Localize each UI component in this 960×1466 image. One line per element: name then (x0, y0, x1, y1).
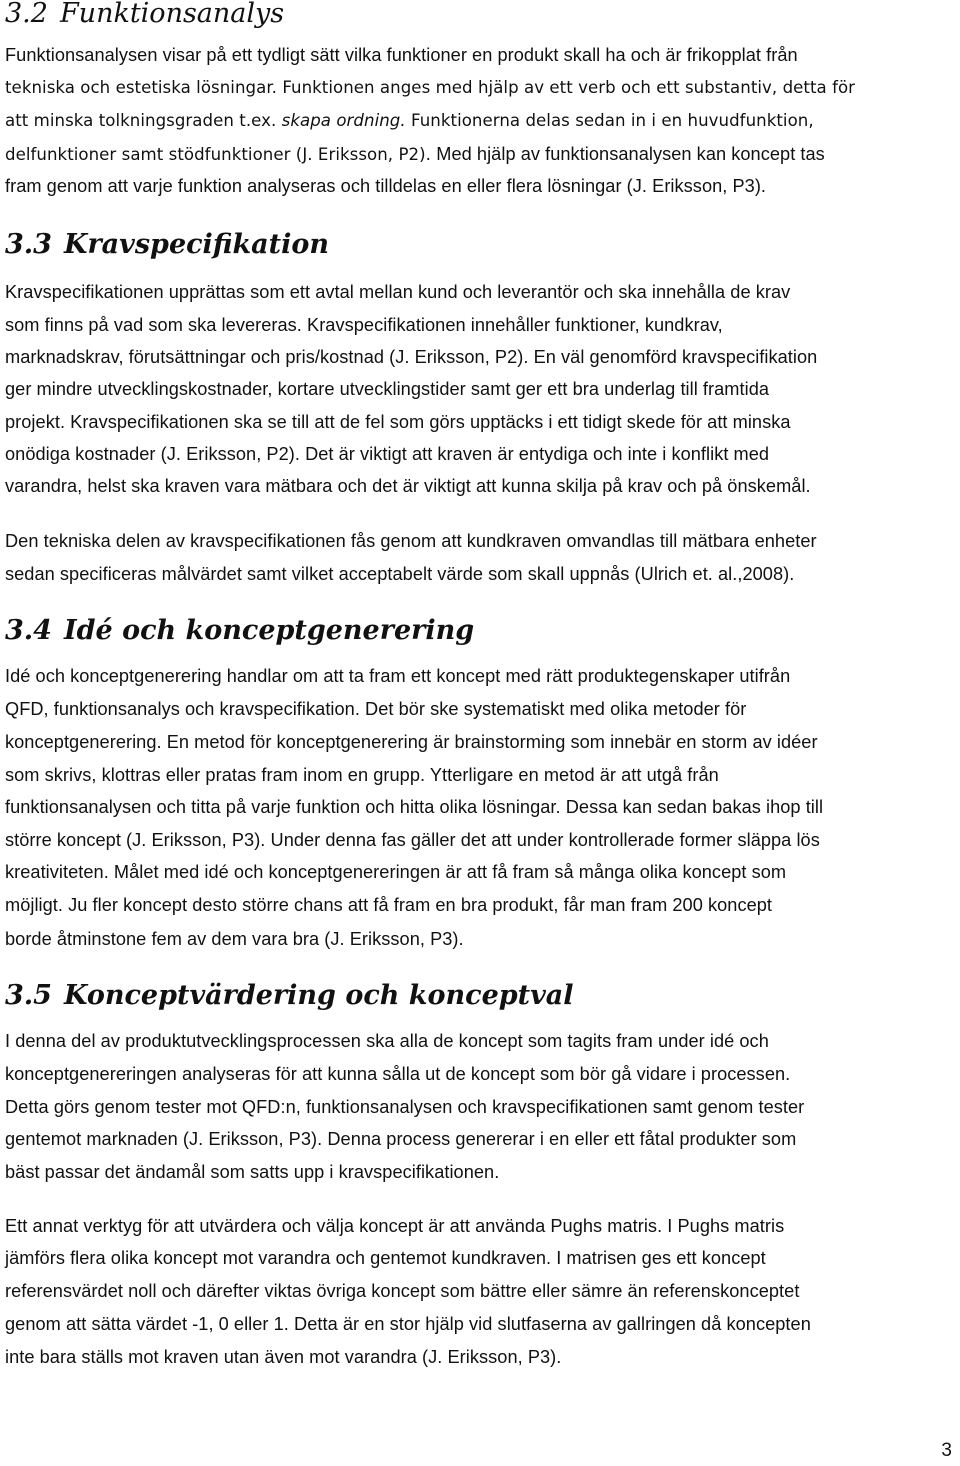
paragraph-line: möjligt. Ju fler koncept desto större chans att få fram en bra produkt, får man fram 200 koncept (5, 895, 773, 915)
section-title: Konceptvärdering och konceptval (63, 980, 574, 1011)
paragraph-line: varandra, helst ska kraven vara mätbara och det är viktigt att kunna skilja på krav och på önskemål. (5, 476, 811, 496)
paragraph-line: marknadskrav, förutsättningar och pris/kostnad (J. Eriksson, P2). En väl genomförd kravspecifikation (5, 347, 818, 367)
paragraph-line: funktionsanalysen och titta på varje funktion och hitta olika lösningar. Dessa kan sedan bakas ihop till (5, 797, 824, 817)
paragraph-line: referensvärdet noll och därefter viktas övriga koncept som bättre eller sämre än referenskonceptet (5, 1281, 800, 1301)
paragraph-line (5, 110, 814, 132)
paragraph-line: fram genom att varje funktion analyseras och tilldelas en eller flera lösningar (J. Eriksson, P3). (5, 176, 767, 196)
section-title: Idé och konceptgenerering (63, 615, 475, 646)
paragraph-line: inte bara ställs mot kraven utan även mot varandra (J. Eriksson, P3). (5, 1347, 562, 1367)
section-heading-3-5 (5, 980, 574, 1011)
paragraph-line: som skrivs, klottras eller pratas fram inom en grupp. Ytterligare en metod är att utgå från (5, 765, 719, 785)
paragraph-line: borde åtminstone fem av dem vara bra (J. Eriksson, P3). (5, 929, 464, 949)
paragraph-line: Ett annat verktyg för att utvärdera och välja koncept är att använda Pughs matris. I Pughs matris (5, 1216, 785, 1236)
section-heading-3-4 (5, 615, 474, 646)
text-run: Med hjälp av funktionsanalysen kan koncept tas (436, 144, 825, 164)
paragraph-line: konceptgenerering. En metod för konceptgenerering är brainstorming som innebär en storm av idéer (5, 732, 818, 752)
section-heading-3-3 (5, 229, 329, 260)
section-number: 3.5 (5, 980, 52, 1011)
paragraph-line: gentemot marknaden (J. Eriksson, P3). Denna process genererar i en eller ett fåtal produkter som (5, 1129, 797, 1149)
paragraph-line: sedan specificeras målvärdet samt vilket acceptabelt värde som skall uppnås (Ulrich et. al.,2008). (5, 564, 795, 584)
text-run: Funktionerna delas sedan in i en huvudfunktion, (411, 111, 814, 130)
section-heading-3-2 (5, 0, 284, 29)
paragraph-line: som finns på vad som ska levereras. Kravspecifikationen innehåller funktioner, kundkrav, (5, 315, 723, 335)
paragraph-line: Funktionsanalysen visar på ett tydligt sätt vilka funktioner en produkt skall ha och är frikopplat från (5, 45, 798, 65)
page-number: 3 (941, 1440, 952, 1461)
text-run: delfunktioner samt stödfunktioner (J. Eriksson, P2). (5, 145, 431, 164)
section-number: 3.3 (5, 229, 52, 260)
paragraph-line: projekt. Kravspecifikationen ska se till att de fel som görs upptäcks i ett tidigt skede för att minska (5, 412, 791, 432)
section-number: 3.2 (5, 0, 48, 29)
paragraph-line: onödiga kostnader (J. Eriksson, P2). Det är viktigt att kraven är entydiga och inte i konflikt med (5, 444, 770, 464)
paragraph-line: Detta görs genom tester mot QFD:n, funktionsanalysen och kravspecifikationen samt genom tester (5, 1097, 805, 1117)
emphasis-text: skapa ordning. (281, 111, 406, 130)
text-run: att minska tolkningsgraden t.ex. (5, 111, 277, 130)
paragraph-line: Idé och konceptgenerering handlar om att ta fram ett koncept med rätt produktegenskaper utifrån (5, 666, 791, 686)
paragraph-line: ger mindre utvecklingskostnader, kortare utvecklingstider samt ger ett bra underlag till framtida (5, 379, 770, 399)
paragraph-line: större koncept (J. Eriksson, P3). Under denna fas gäller det att under kontrollerade former släppa lös (5, 830, 820, 850)
paragraph-line: bäst passar det ändamål som satts upp i kravspecifikationen. (5, 1162, 500, 1182)
section-title: Funktionsanalys (59, 0, 285, 29)
paragraph-line: genom att sätta värdet -1, 0 eller 1. Detta är en stor hjälp vid slutfaserna av gallringen då koncepten (5, 1314, 811, 1334)
paragraph-line: Den tekniska delen av kravspecifikationen fås genom att kundkraven omvandlas till mätbara enheter (5, 531, 817, 551)
paragraph-line: tekniska och estetiska lösningar. Funktionen anges med hjälp av ett verb och ett substantiv, detta för (5, 78, 856, 97)
paragraph-line: I denna del av produktutvecklingsprocessen ska alla de koncept som tagits fram under idé och (5, 1031, 769, 1051)
paragraph-line: kreativiteten. Målet med idé och konceptgenereringen är att få fram så många olika koncept som (5, 862, 787, 882)
paragraph-line (5, 143, 825, 166)
paragraph-line: Kravspecifikationen upprättas som ett avtal mellan kund och leverantör och ska innehålla de krav (5, 282, 791, 302)
paragraph-line: QFD, funktionsanalys och kravspecifikation. Det bör ske systematiskt med olika metoder för (5, 699, 747, 719)
paragraph-line: jämförs flera olika koncept mot varandra och gentemot kundkraven. I matrisen ges ett koncept (5, 1248, 766, 1268)
section-title: Kravspecifikation (63, 229, 330, 260)
section-number: 3.4 (5, 615, 52, 646)
paragraph-line: konceptgenereringen analyseras för att kunna sålla ut de koncept som bör gå vidare i processen. (5, 1064, 791, 1084)
